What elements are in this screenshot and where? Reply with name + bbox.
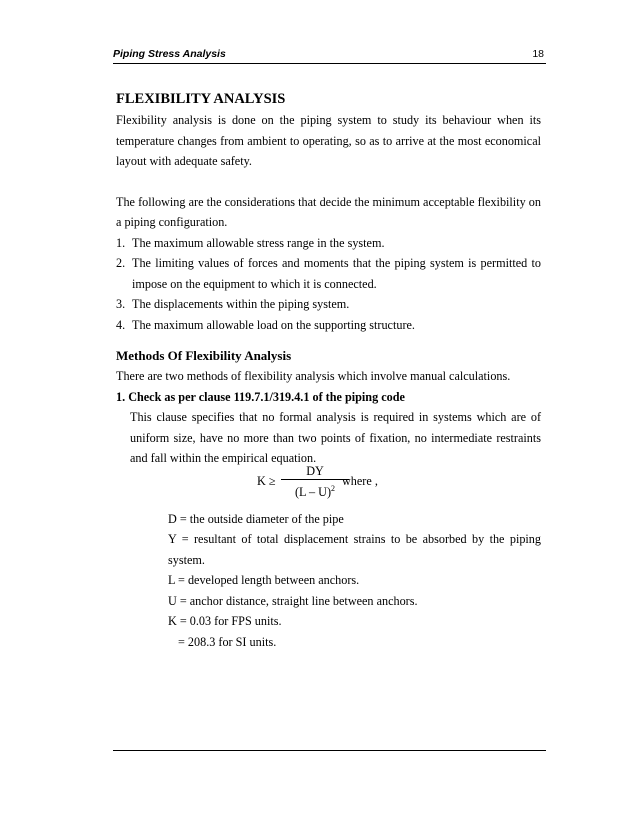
list-item: 1. The maximum allowable stress range in the system. [116, 235, 385, 250]
page-number: 18 [532, 48, 544, 60]
method1-title: 1. Check as per clause 119.7.1/319.4.1 of the piping code [116, 389, 405, 404]
header-title: Piping Stress Analysis [113, 48, 226, 60]
footer-rule [113, 750, 546, 751]
equation-exponent: 2 [331, 483, 336, 493]
equation-denominator-wrap [279, 480, 351, 501]
definition-item: Y = resultant of total displacement strains to be absorbed by the piping system. [168, 532, 541, 567]
section-heading-flexibility: FLEXIBILITY ANALYSIS [116, 91, 286, 107]
list-item: 3. The displacements within the piping system. [116, 297, 350, 311]
equation-numerator: DY [306, 463, 324, 478]
empirical-equation [116, 463, 541, 509]
equation-denominator: (L – U) [294, 484, 332, 499]
definition-item: L = developed length between anchors. [168, 573, 360, 587]
methods-intro: There are two methods of flexibility analysis which involve manual calculations. [116, 369, 511, 383]
definition-item: K = 0.03 for FPS units. [168, 614, 282, 628]
equation-lhs: K ≥ [257, 473, 276, 488]
page-content [116, 88, 541, 652]
list-item: 2. The limiting values of forces and moments that the piping system is permitted to impose on the equipment to which it is connected. [116, 256, 541, 291]
considerations-intro: The following are the considerations that decide the minimum acceptable flexibility on a piping configuration. [116, 194, 541, 229]
equation-fraction [279, 463, 351, 501]
list-item: 4. The maximum allowable load on the supporting structure. [116, 317, 415, 332]
si-units-line: = 208.3 for SI units. [178, 634, 277, 649]
section-heading-methods: Methods Of Flexibility Analysis [116, 348, 292, 363]
method1-text: This clause specifies that no formal analysis is required in systems which are of uniform size, have no more than two points of fixation, no intermediate restraints and fall within the empirical equation. [130, 410, 541, 465]
equation-where: where , [342, 473, 378, 488]
intro-paragraph: Flexibility analysis is done on the piping system to study its behaviour when its temperature changes from ambient to operating, so as to arrive at the most economical layout with adequate safety. [116, 113, 541, 168]
definition-item: D = the outside diameter of the pipe [168, 511, 344, 526]
definitions [116, 509, 541, 632]
considerations-list [116, 233, 541, 336]
page-header [113, 47, 546, 64]
definition-item: U = anchor distance, straight line between anchors. [168, 593, 418, 608]
